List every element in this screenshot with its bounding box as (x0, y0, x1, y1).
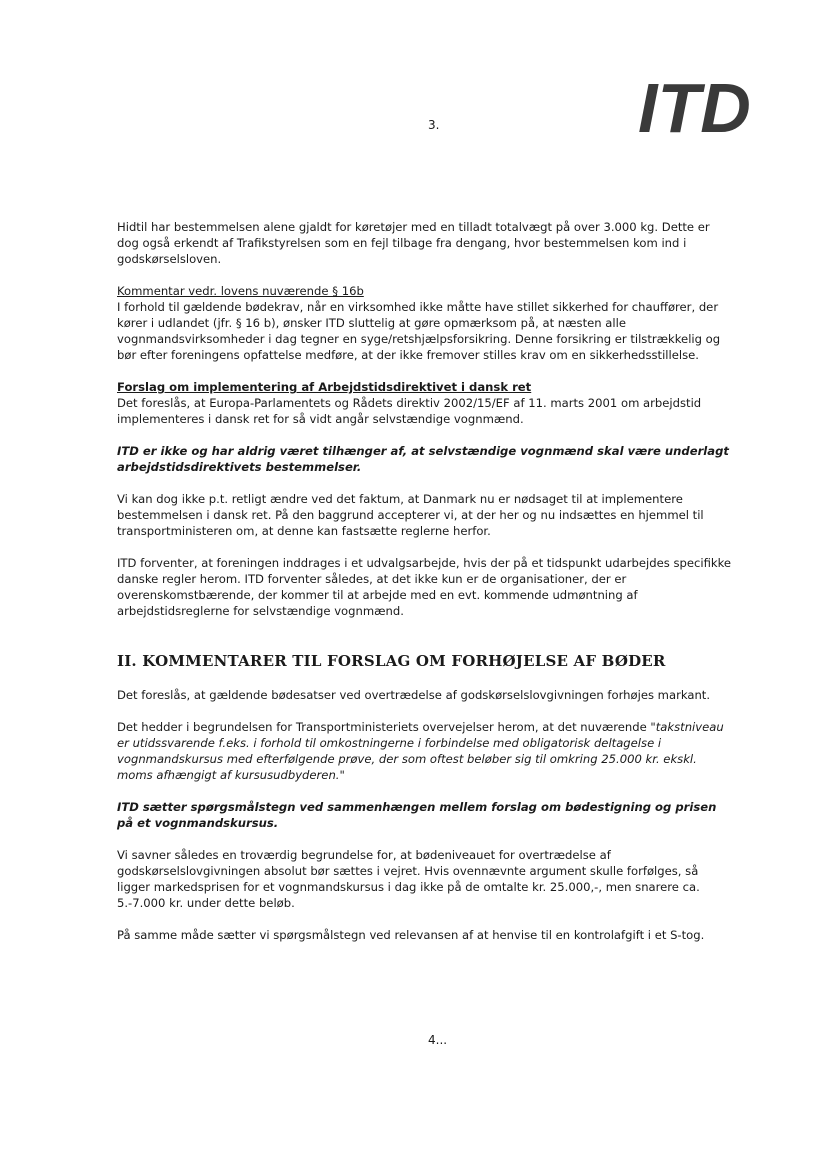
itd-logo (636, 74, 772, 138)
document-body (117, 219, 733, 943)
next-page-marker: 4... (428, 1033, 448, 1047)
reasoning-text: Det hedder i begrundelsen for Transportministeriets overvejelser herom, at det nuværende (117, 720, 651, 734)
paragraph-s-train: På samme måde sætter vi spørgsmålstegn ved relevansen af at henvise til en kontrolafgift i et S-tog. (117, 928, 705, 942)
expectation-text-a: ITD forventer, at foreningen inddrages i et udvalgsarbejde, hvis der på et tidspunkt udarbejdes specifikke danske regler herom. (117, 556, 732, 586)
paragraph-itd-question: ITD sætter spørgsmålstegn ved sammenhængen mellem forslag om bødestigning og prisen på et vognmandskursus. (117, 800, 717, 830)
heading-working-time-directive: Forslag om implementering af Arbejdstidsdirektivet i dansk ret (117, 380, 532, 394)
paragraph-implementation: Vi kan dog ikke p.t. retligt ændre ved det faktum, at Danmark nu er nødsaget til at implementere bestemmelsen i dansk ret. På den baggrund accepterer vi, at der her og nu indsættes en hjemmel til transportministeren om, at denne kan fastsætte reglerne herfor. (117, 492, 704, 538)
logo-lettering: ITD (638, 74, 751, 138)
page-number: 3. (428, 118, 440, 132)
paragraph-16b: I forhold til gældende bødekrav, når en virksomhed ikke måtte have stillet sikkerhed for chauffører, der kører i udlandet (jfr. § 16 b), ønsker ITD sluttelig at gøre opmærksom på, at næsten alle vognmandsvirksomheder i dag tegner en syge/retshjælpsforsikring. Denne forsikring er tilstrækkelig og bør efter foreningens opfattelse medføre, at der ikke fremover stilles krav om en sikkerhedsstillelse. (117, 300, 721, 362)
expectation-text-b: ITD forventer (244, 572, 322, 586)
heading-comment-16b: Kommentar vedr. lovens nuværende § 16b (117, 284, 364, 298)
paragraph-itd-expectation (117, 555, 733, 619)
paragraph-itd-position: ITD er ikke og har aldrig været tilhænger af, at selvstændige vognmænd skal være underlagt arbejdstidsdirektivets bestemmelser. (117, 444, 729, 474)
paragraph-directive-proposal: Det foreslås, at Europa-Parlamentets og Rådets direktiv 2002/15/EF af 11. marts 2001 om arbejdstid implementeres i dansk ret for så vidt angår selvstændige vognmænd. (117, 396, 702, 426)
paragraph-ministry-reasoning (117, 719, 733, 783)
paragraph-fines-proposal: Det foreslås, at gældende bødesatser ved overtrædelse af godskørselslovgivningen forhøjes markant. (117, 688, 711, 702)
section-heading-fines: II. KOMMENTARER TIL FORSLAG OM FORHØJELSE AF BØDER (117, 652, 666, 670)
expectation-text-c: således, at det ikke kun er de organisationer, der er overenskomstbærende, der kommer til at arbejde med en evt. kommende udmøntning af arbejdstidsreglerne for selvstændige vognmænd. (117, 572, 638, 618)
paragraph-intro: Hidtil har bestemmelsen alene gjaldt for køretøjer med en tilladt totalvægt på over 3.000 kg. Dette er dog også erkendt af Trafikstyrelsen som en fejl tilbage fra dengang, hvor bestemmelsen kom ind i godskørselsloven. (117, 220, 710, 266)
reasoning-quote: "takstniveau er utidssvarende f.eks. i forhold til omkostningerne i forbindelse med obligatorisk deltagelse i vognmandskursus med efterfølgende prøve, der som oftest beløber sig til omkring 25.000 kr. ekskl. moms afhængigt af kursusudbyderen." (117, 720, 724, 782)
paragraph-course-price: Vi savner således en troværdig begrundelse for, at bødeniveauet for overtrædelse af godskørselslovgivningen absolut bør sættes i vejret. Hvis ovennævnte argument skulle forfølges, så ligger markedsprisen for et vognmandskursus i dag ikke på de omtalte kr. 25.000,-, men snarere ca. 5.-7.000 kr. under dette beløb. (117, 848, 700, 910)
